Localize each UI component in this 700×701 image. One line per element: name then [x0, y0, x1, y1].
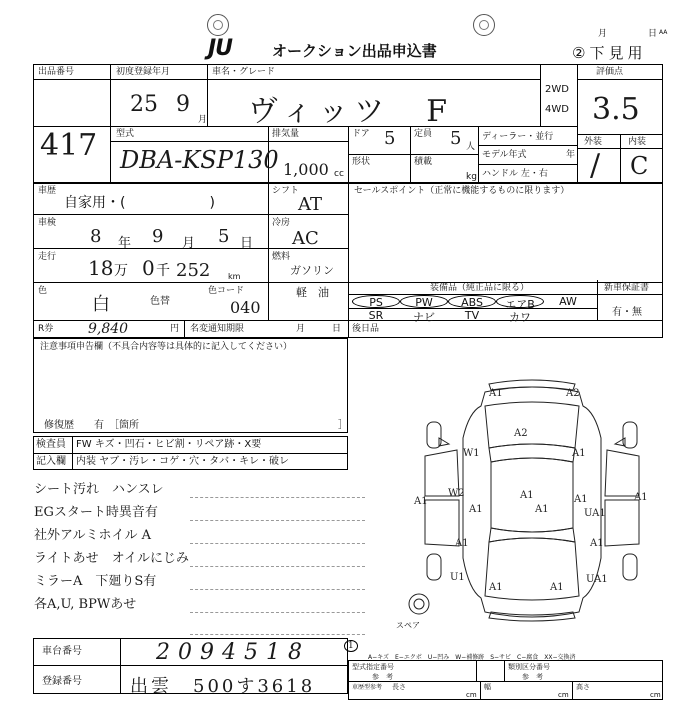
damage-mark: UA1	[584, 508, 606, 519]
equipment-item-row1-4: AW	[559, 295, 577, 308]
exterior-value: /	[590, 148, 601, 183]
color-change-label: 色替	[150, 296, 170, 307]
repair-history-close: ］	[338, 420, 348, 431]
note-line: ライトあせ オイルにじみ	[34, 551, 189, 566]
form-title: オークション出品申込書	[272, 42, 437, 60]
interior-value: C	[630, 152, 649, 180]
displacement-label: 排気量	[272, 129, 300, 139]
equipment-label: 装備品（純正品に限る）	[430, 283, 530, 293]
color-code-label: 色コード	[208, 286, 245, 296]
day-label: 日	[648, 29, 658, 39]
notice-day-label: 日	[332, 324, 342, 334]
load-label: 積載	[414, 157, 433, 167]
recycle-label: R券	[38, 324, 54, 334]
equipment-row-2	[352, 309, 592, 324]
rating-value: 3.5	[592, 92, 640, 127]
notes-line	[190, 634, 365, 635]
model-label: 型式	[116, 129, 135, 139]
mileage-man-value: 18	[88, 256, 114, 280]
shape-label: 形状	[352, 157, 371, 167]
height-cm: cm	[650, 691, 661, 699]
inspect-month-value: 9	[152, 226, 164, 247]
damage-mark: A1	[489, 388, 503, 399]
damage-mark: A1	[520, 490, 534, 501]
damage-mark: A1	[572, 448, 586, 459]
damage-mark: U1	[450, 572, 465, 583]
ac-label: 冷房	[272, 218, 291, 228]
color-code-value: 040	[230, 298, 261, 317]
ac-value: AC	[292, 228, 319, 249]
notes-line	[190, 497, 365, 498]
model-year-label: モデル年式	[482, 150, 527, 160]
capacity-label: 定員	[414, 129, 433, 139]
model-code-ref: 参 考	[372, 673, 393, 681]
equipment-item-row2-0: SR	[368, 309, 384, 322]
damage-mark: A1	[469, 504, 483, 515]
2wd-label: 2WD	[545, 84, 569, 95]
notes-line	[190, 589, 365, 590]
reg-month-value: 9	[176, 92, 190, 117]
fuel-label: 燃料	[272, 252, 291, 262]
length-label: 長さ	[392, 683, 406, 691]
mileage-sen-char: 千	[156, 263, 170, 279]
damage-mark: A1	[574, 494, 588, 505]
note-line: ミラーA 下廻りS有	[34, 574, 157, 589]
equipment-item-row1-0: PS	[352, 295, 400, 308]
equipment-item-row2-2: TV	[464, 309, 480, 322]
rear-seat-label: 後日品	[352, 324, 380, 334]
doors-value: 5	[384, 128, 396, 149]
equipment-item-row2-3: カワ	[509, 311, 531, 324]
mileage-label: 走行	[38, 252, 57, 262]
class-code-label: 類別区分番号	[508, 663, 550, 671]
displacement-value: 1,000	[283, 160, 329, 179]
copy-label: ②下見用	[572, 44, 647, 62]
reg-month-char: 月	[198, 115, 208, 125]
mileage-rest-value: 252	[176, 260, 211, 281]
height-label: 高さ	[576, 683, 590, 691]
shift-value: AT	[298, 194, 323, 215]
spare-label: スペア	[396, 621, 420, 630]
registration-label: 登録番号	[42, 676, 82, 687]
recycle-fee-value: 9,840	[88, 321, 129, 337]
mileage-km-char: km	[228, 272, 241, 281]
inspect-month-char: 月	[182, 236, 196, 251]
color-value: 白	[92, 294, 110, 315]
person-label: 人	[466, 142, 476, 152]
warranty-label: 新車保証書	[604, 283, 650, 293]
aa-label: AA	[659, 29, 668, 36]
damage-mark: W1	[463, 448, 480, 459]
notes-line	[190, 566, 365, 567]
width-cm: cm	[558, 691, 569, 699]
warranty-value: 有・無	[612, 307, 642, 318]
notes-line	[190, 612, 365, 613]
interior-label: 内装	[628, 137, 647, 147]
inspect-year-value: 8	[90, 226, 102, 247]
registration-value: 出雲 500す3618	[130, 676, 316, 697]
model-code-label: 型式指定番号	[352, 663, 394, 671]
sales-point-label: セールスポイント（正常に機能するものに限ります）	[354, 186, 570, 196]
history-options: 自家用・( )	[64, 195, 215, 211]
handle-label: ハンドル 左・右	[482, 169, 548, 179]
notes-line	[190, 543, 365, 544]
header	[0, 0, 700, 64]
ju-logo: JU	[208, 36, 233, 61]
exterior-label: 外装	[584, 137, 603, 147]
history-label: 車歴	[38, 186, 57, 196]
damage-mark: A1	[535, 504, 549, 515]
inspection-label: 車検	[38, 218, 57, 228]
note-line: シート汚れ ハンスレ	[34, 482, 164, 497]
first-reg-label: 初度登録年月	[116, 67, 171, 77]
spec-box	[348, 660, 663, 700]
damage-mark: A1	[489, 582, 503, 593]
mileage-sen-value: 0	[142, 256, 155, 280]
car-damage-diagram	[405, 378, 660, 626]
chassis-label: 車台番号	[42, 646, 82, 657]
capacity-value: 5	[450, 128, 462, 149]
damage-mark: A1	[414, 496, 428, 507]
kg-label: kg	[466, 172, 477, 182]
model-value: DBA-KSP130	[120, 146, 279, 174]
class-code-ref: 参 考	[522, 673, 543, 681]
interior-row: 内装 ヤブ・汚レ・コゲ・穴・タバ・キレ・破レ	[76, 456, 289, 467]
note-line: 各A,U, BPWあせ	[34, 597, 137, 612]
dims-label: 車歴型参考	[352, 684, 383, 691]
mileage-man-char: 万	[114, 263, 128, 279]
door-label: ドア	[352, 129, 370, 139]
fuel-value: ガソリン	[290, 264, 334, 277]
year-char-label: 年	[566, 150, 576, 160]
entry-label: 記入欄	[36, 456, 66, 467]
note-line: EGスタート時異音有	[34, 505, 158, 520]
dealer-label: ディーラー・並行	[482, 132, 554, 142]
damage-mark: W2	[448, 488, 465, 499]
damage-mark: A1	[590, 538, 604, 549]
month-label: 月	[598, 29, 608, 39]
rating-label: 評価点	[596, 67, 624, 77]
chassis-no-value: 2094518	[156, 640, 310, 665]
damage-mark: A1	[455, 538, 469, 549]
fw-row: FW キズ・凹石・ヒビ割・リペア跡・X要	[76, 439, 262, 450]
width-label: 幅	[484, 683, 491, 691]
damage-mark: A2	[514, 428, 528, 439]
4wd-label: 4WD	[545, 104, 569, 115]
notice-month-label: 月	[296, 324, 306, 334]
equipment-row-1	[352, 295, 592, 311]
equipment-item-row1-1: PW	[400, 295, 448, 308]
repair-history-label: 修復歴 有 ［箇所	[44, 420, 139, 431]
inspect-day-char: 日	[240, 236, 254, 251]
notice-label: 名変通知期限	[190, 324, 245, 334]
shift-label: シフト	[272, 186, 300, 196]
lot-no-value: 417	[40, 128, 98, 163]
inspector-label: 検査員	[36, 439, 66, 450]
reg-year-value: 25	[130, 92, 158, 117]
damage-mark: A2	[566, 388, 580, 399]
diesel-label: 軽 油	[296, 286, 329, 299]
car-name-value: ヴィッツ F	[248, 94, 454, 129]
lot-no-label: 出品番号	[38, 67, 75, 77]
notes-line	[190, 520, 365, 521]
note-line: 社外アルミホイル A	[34, 528, 152, 543]
equipment-item-row1-3: エアB	[496, 295, 544, 308]
damage-mark: A1	[550, 582, 564, 593]
damage-mark: A1	[634, 492, 648, 503]
cc-label: cc	[334, 169, 344, 179]
equipment-item-row2-1: ナビ	[413, 311, 435, 324]
damage-legend: A−キズ E−エクボ U−凹み W−補修跡 S−サビ C−腐食 XX−交換済	[368, 654, 576, 661]
chassis-mark: 1	[344, 640, 358, 652]
inspect-day-value: 5	[218, 226, 230, 247]
car-name-label: 車名・グレード	[212, 67, 276, 77]
equipment-item-row1-2: ABS	[448, 295, 496, 308]
color-label: 色	[38, 286, 48, 296]
yen-label: 円	[170, 324, 180, 334]
inspect-year-char: 年	[118, 236, 132, 251]
remarks-title: 注意事項申告欄（不具合内容等は具体的に記入してください）	[40, 342, 293, 352]
length-cm: cm	[466, 691, 477, 699]
damage-mark: UA1	[586, 574, 608, 585]
